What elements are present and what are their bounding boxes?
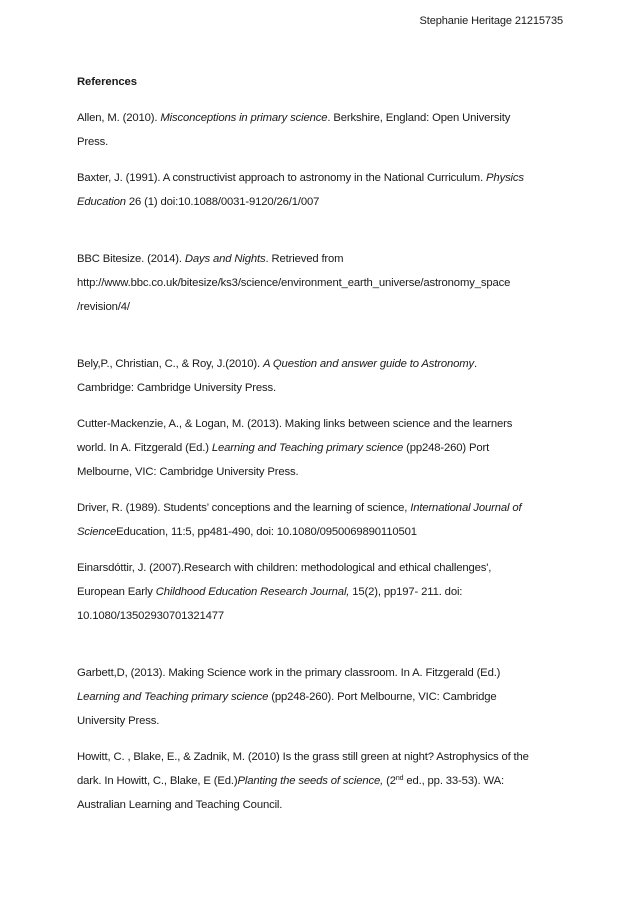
page-header: Stephanie Heritage 21215735 bbox=[419, 15, 563, 27]
reference-baxter bbox=[77, 166, 567, 214]
reference-line: University Press. bbox=[77, 715, 160, 727]
reference-url: /revision/4/ bbox=[77, 301, 130, 313]
reference-line: 10.1080/13502930701321477 bbox=[77, 610, 225, 622]
reference-line: Howitt, C. , Blake, E., & Zadnik, M. (2010) Is the grass still green at night? Astrophysics of the bbox=[77, 751, 529, 763]
reference-line: Melbourne, VIC: Cambridge University Press. bbox=[77, 466, 299, 478]
reference-line: European Early Childhood Education Research Journal, 15(2), pp197- 211. doi: bbox=[77, 586, 463, 598]
reference-garbett bbox=[77, 661, 567, 733]
reference-einarsdottir bbox=[77, 556, 567, 628]
reference-line: dark. In Howitt, C., Blake, E (Ed.)Planting the seeds of science, (2nd ed., pp. 33-53). WA: bbox=[77, 775, 504, 787]
reference-line: world. In A. Fitzgerald (Ed.) Learning and Teaching primary science (pp248-260) Port bbox=[77, 442, 490, 454]
reference-line: Education 26 (1) doi:10.1088/0031-9120/26/1/007 bbox=[77, 196, 320, 208]
reference-line: Baxter, J. (1991). A constructivist approach to astronomy in the National Curriculum. Physics bbox=[77, 172, 524, 184]
reference-bbc bbox=[77, 247, 567, 319]
reference-line: Learning and Teaching primary science (pp248-260). Port Melbourne, VIC: Cambridge bbox=[77, 691, 497, 703]
reference-line: Allen, M. (2010). Misconceptions in primary science. Berkshire, England: Open University bbox=[77, 112, 511, 124]
reference-line: Australian Learning and Teaching Council. bbox=[77, 799, 283, 811]
reference-line: Cutter-Mackenzie, A., & Logan, M. (2013). Making links between science and the learners bbox=[77, 418, 513, 430]
reference-url: http://www.bbc.co.uk/bitesize/ks3/science/environment_earth_universe/astronomy_space bbox=[77, 277, 511, 289]
reference-line: Einarsdóttir, J. (2007).Research with children: methodological and ethical challenges', bbox=[77, 562, 492, 574]
reference-line: BBC Bitesize. (2014). Days and Nights. Retrieved from bbox=[77, 253, 344, 265]
reference-line: Press. bbox=[77, 136, 109, 148]
reference-line: Driver, R. (1989). Students’ conceptions and the learning of science, International Journal of bbox=[77, 502, 522, 514]
reference-bely bbox=[77, 352, 567, 400]
reference-line: ScienceEducation, 11:5, pp481-490, doi: 10.1080/0950069890110501 bbox=[77, 526, 417, 538]
reference-allen bbox=[77, 106, 567, 154]
reference-line: Garbett,D, (2013). Making Science work in the primary classroom. In A. Fitzgerald (Ed.) bbox=[77, 667, 501, 679]
references-heading: References bbox=[77, 76, 137, 88]
reference-howitt bbox=[77, 745, 567, 817]
reference-line: Cambridge: Cambridge University Press. bbox=[77, 382, 276, 394]
references-section bbox=[77, 70, 567, 817]
reference-cutter bbox=[77, 412, 567, 484]
reference-line: Bely,P., Christian, C., & Roy, J.(2010). A Question and answer guide to Astronomy. bbox=[77, 358, 478, 370]
reference-driver bbox=[77, 496, 567, 544]
